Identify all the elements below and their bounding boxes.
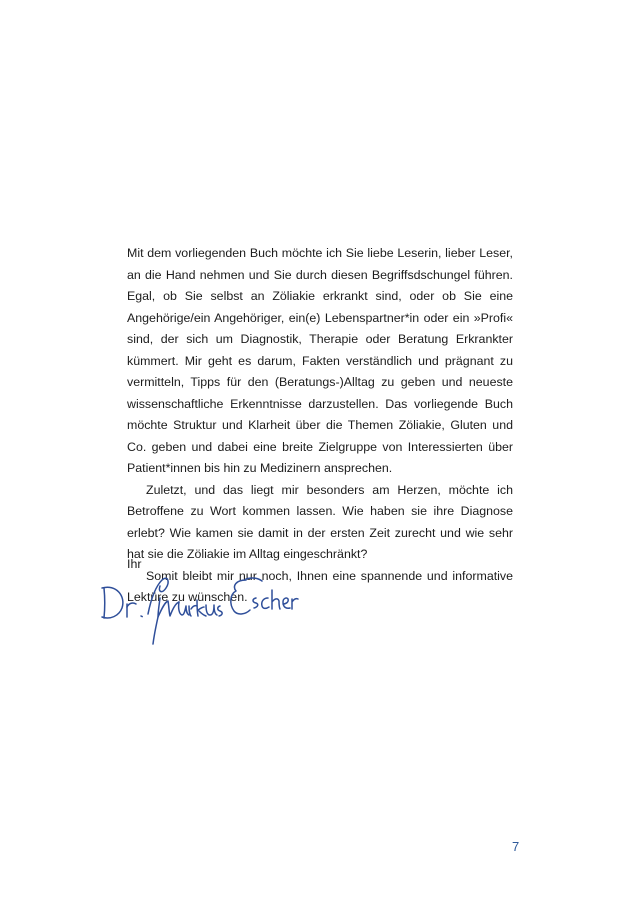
paragraph-affected: Zuletzt, und das liegt mir besonders am Herzen, möchte ich Betroffene zu Wort kommen lassen. Wie haben sie ihre Diagnose erlebt? Wie kamen sie damit in der ersten Zeit zurecht und wie sehr hat sie die Zöliakie im Alltag eingeschränkt?	[127, 482, 513, 561]
signature-drawing	[96, 566, 296, 648]
handwritten-signature	[96, 566, 296, 648]
closing-word: Ihr	[127, 557, 142, 571]
body-text	[127, 243, 513, 609]
page-number: 7	[512, 839, 520, 854]
paragraph-intro: Mit dem vorliegenden Buch möchte ich Sie liebe Leserin, lieber Leser, an die Hand nehmen und Sie durch diesen Begriffsdschungel führen. Egal, ob Sie selbst an Zöliakie erkrankt sind, oder ob Sie eine Angehörige/ein Angehöriger, ein(e) Lebenspartner*in oder ein »Profi« sind, der sich um Diagnostik, Therapie oder Beratung Erkrankter kümmert. Mir geht es darum, Fakten verständlich und prägnant zu vermitteln, Tipps für den (Beratungs-)Alltag zu geben und neueste wissenschaftliche Erkenntnisse darzustellen. Das vorliegende Buch möchte Struktur und Klarheit über die Themen Zöliakie, Gluten und Co. geben und dabei eine breite Zielgruppe von Interessierten über Patient*innen bis hin zu Medizinern ansprechen.	[127, 246, 513, 475]
paragraph-wishes: Somit bleibt mir nur noch, Ihnen eine spannende und informative Lektüre zu wünschen.	[127, 568, 513, 604]
